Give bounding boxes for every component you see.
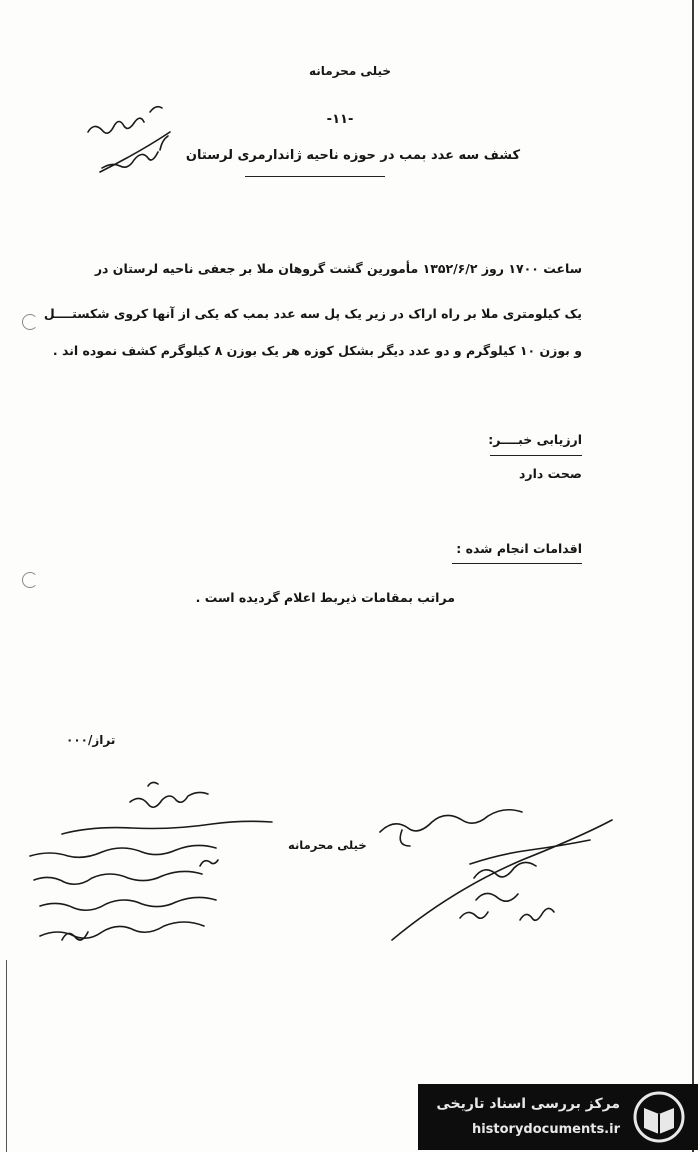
body-line-2: یک کیلومتری ملا بر راه اراک در زیر یک پل سه عدد بمب که یکی از آنها کروی شکستــــل <box>43 306 582 321</box>
book-emblem-icon <box>630 1090 688 1144</box>
handwritten-block-left <box>62 821 272 834</box>
actions-heading: اقدامات انجام شده : <box>456 541 582 556</box>
reference-code: تراز/۰۰۰ <box>66 733 116 747</box>
classification-label-bottom: خیلی محرمانه <box>288 838 367 852</box>
body-line-1: ساعت ۱۷۰۰ روز ۱۳۵۲/۶/۲ مأمورین گشت گروهان ملا بر جعفی ناحیه لرستان در <box>94 261 582 276</box>
body-line-3: و بوزن ۱۰ کیلوگرم و دو عدد دیگر بشکل کوزه هر یک بوزن ۸ کیلوگرم کشف نموده اند . <box>52 343 582 358</box>
handwritten-note-top <box>88 118 144 133</box>
report-subject: کشف سه عدد بمب در حوزه ناحیه ژاندارمری لرستان <box>185 148 520 163</box>
classification-label-top: خیلی محرمانه <box>308 64 392 78</box>
handwritten-note-middle <box>130 792 208 807</box>
evaluation-text: صحت دارد <box>519 466 582 481</box>
watermark-url: historydocuments.ir <box>471 1122 620 1137</box>
evaluation-heading: ارزیابی خبــــر: <box>488 432 582 447</box>
watermark-title: مرکز بررسی اسناد تاریخی <box>436 1096 620 1112</box>
handwritten-signature-right <box>380 810 522 832</box>
actions-text: مراتب بمقامات ذیربط اعلام گردیده است . <box>195 590 455 605</box>
archive-watermark <box>418 1084 698 1150</box>
report-number: -۱۱- <box>326 112 354 127</box>
